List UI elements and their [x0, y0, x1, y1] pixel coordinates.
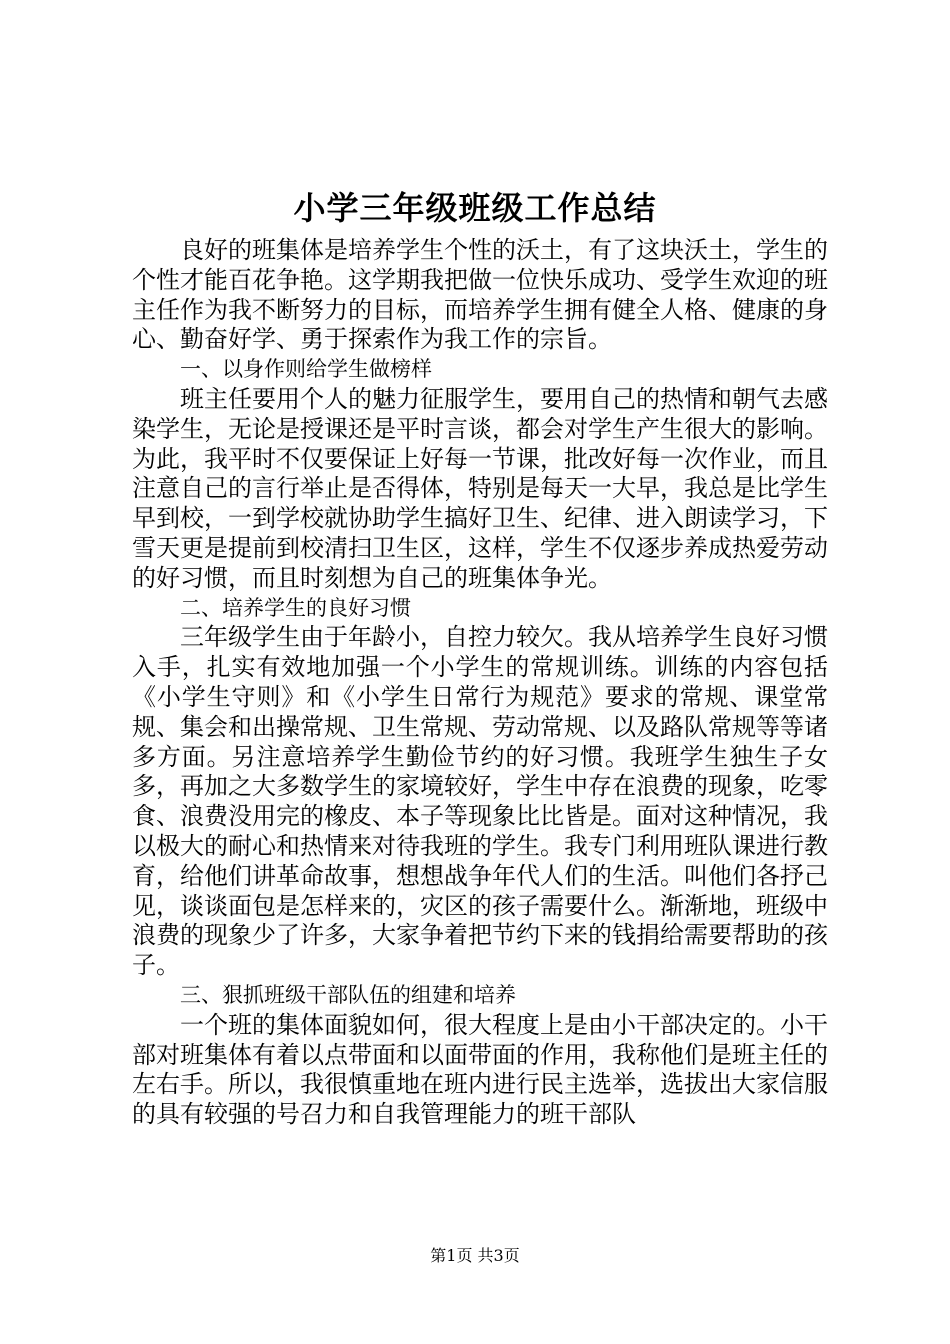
- section-heading-3: 三、狠抓班级干部队伍的组建和培养: [180, 982, 516, 1007]
- paragraph-section-3: 一个班的集体面貌如何，很大程度上是由小干部决定的。小干部对班集体有着以点带面和以面带面的作用，我称他们是班主任的左右手。所以，我很慎重地在班内进行民主选举，选拔出大家信服的具有较强的号召力和自我管理能力的班干部队: [132, 1010, 828, 1129]
- paragraph-section-1: 班主任要用个人的魅力征服学生，要用自己的热情和朝气去感染学生，无论是授课还是平时言谈，都会对学生产生很大的影响。为此，我平时不仅要保证上好每一节课，批改好每一次作业，而且注意自己的言行举止是否得体，特别是每天一大早，我总是比学生早到校，一到学校就协助学生搞好卫生、纪律、进入朗读学习，下雪天更是提前到校清扫卫生区，这样，学生不仅逐步养成热爱劳动的好习惯，而且时刻想为自己的班集体争光。: [132, 384, 828, 592]
- paragraph-intro: 良好的班集体是培养学生个性的沃土，有了这块沃土，学生的个性才能百花争艳。这学期我把做一位快乐成功、受学生欢迎的班主任作为我不断努力的目标，而培养学生拥有健全人格、健康的身心、勤奋好学、勇于探索作为我工作的宗旨。: [132, 236, 828, 354]
- paragraph-section-2: 三年级学生由于年龄小，自控力较欠。我从培养学生良好习惯入手，扎实有效地加强一个小学生的常规训练。训练的内容包括《小学生守则》和《小学生日常行为规范》要求的常规、课堂常规、集会和出操常规、卫生常规、劳动常规、以及路队常规等等诸多方面。另注意培养学生勤俭节约的好习惯。我班学生独生子女多，再加之大多数学生的家境较好，学生中存在浪费的现象，吃零食、浪费没用完的橡皮、本子等现象比比皆是。面对这种情况，我以极大的耐心和热情来对待我班的学生。我专门利用班队课进行教育，给他们讲革命故事，想想战争年代人们的生活。叫他们各抒己见，谈谈面包是怎样来的，灾区的孩子需要什么。渐渐地，班级中浪费的现象少了许多，大家争着把节约下来的钱捐给需要帮助的孩子。: [132, 623, 828, 980]
- section-heading-1: 一、以身作则给学生做榜样: [180, 357, 432, 382]
- section-heading-2: 二、培养学生的良好习惯: [180, 595, 411, 620]
- document-title: 小学三年级班级工作总结: [293, 189, 657, 227]
- page-footer: 第1页 共3页: [430, 1246, 520, 1265]
- document-body: [132, 236, 828, 1130]
